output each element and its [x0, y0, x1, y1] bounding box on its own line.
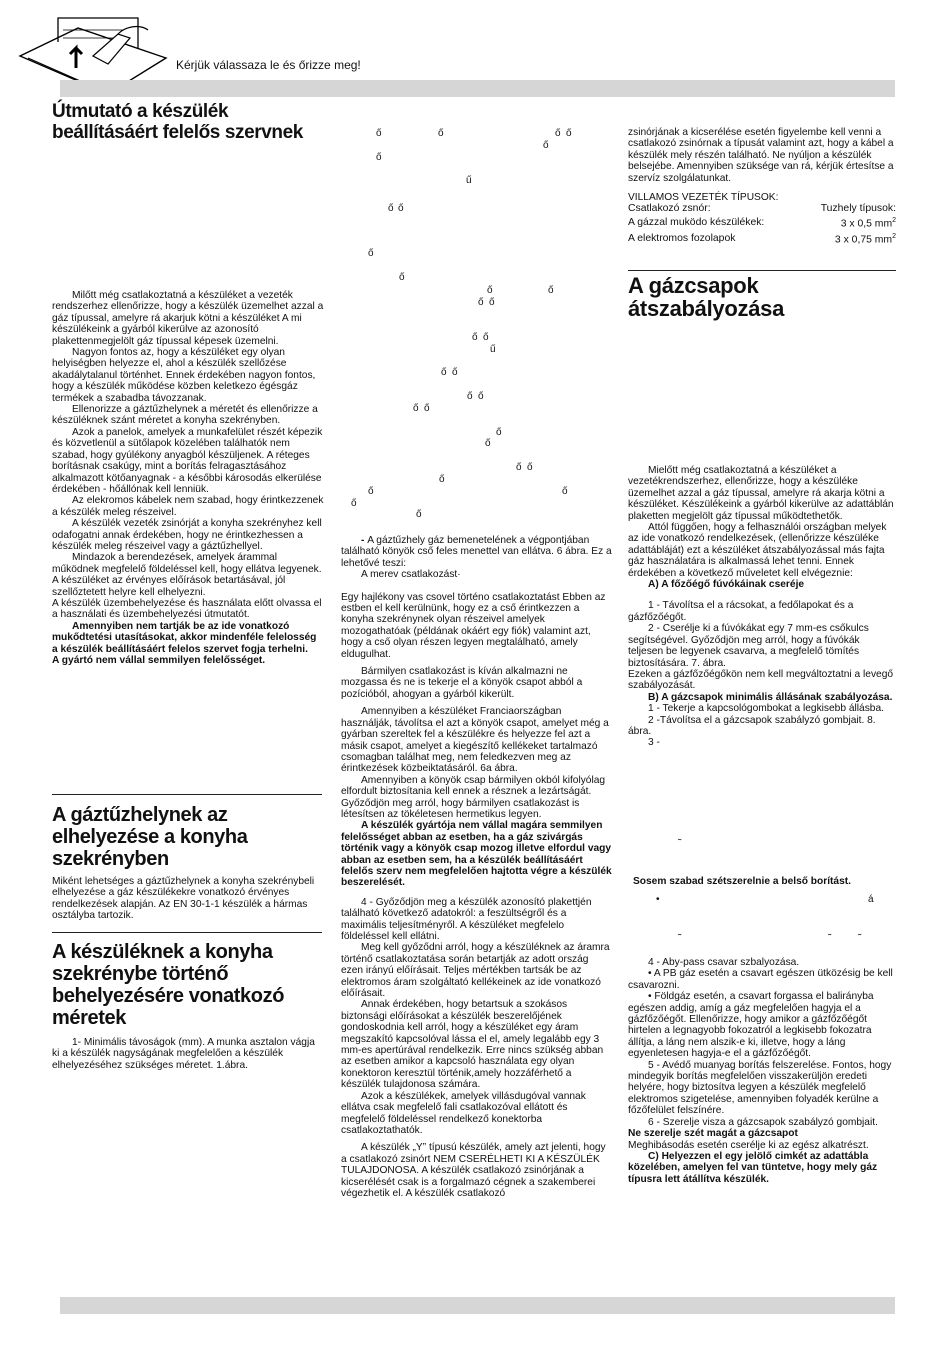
- glyph: ő: [439, 474, 445, 485]
- warning-text: Sosem szabad szétszerelnie a belső borítást.: [633, 876, 851, 887]
- c3-b7: Ne szerelje szét magát a gázcsapot: [628, 1128, 798, 1140]
- glyph: ő: [376, 128, 382, 139]
- glyph: ő: [399, 272, 405, 283]
- section-rule-2: [52, 932, 322, 933]
- c3-b3: 3 -: [648, 737, 660, 749]
- cable-types-title: VILLAMOS VEZETÉK TÍPUSOK:: [628, 192, 779, 204]
- c3-b-head: B) A gázcsapok minimális állásának szabályozása.: [648, 691, 893, 703]
- section-rule-3: [628, 270, 896, 271]
- c3-q1: Mielőtt még csatlakoztatná a készüléket a vezetékrendszerhez, ellenőrizze, hogy a készüléke üzemelhet azzal a gáz típussal, amelyre rá akarja kötni a készüléket. Készülékeink a gyárból kikerülve az adattáblán plaketten megjelölt gáz típussal működtethetők.: [628, 465, 894, 522]
- intro-p7: Mindazok a berendezések, amelyek árammal működnek megfelelő földeléssel kell, hogy ellátva legyenek.: [52, 552, 322, 575]
- c3-c: C) Helyezzen el egy jelölő cimkét az adattábla közelében, amelyen fel van tüntetve, hogy mely gáz típusra lett átállítva készülék.: [628, 1150, 878, 1185]
- glyph: ő: [496, 427, 502, 438]
- row2-label: A elektromos fozolapok: [628, 232, 736, 244]
- intro-p3: Ellenorizze a gáztűzhelynek a méretét és ellenőrizze a készüléknek szánt méretet a konyha szekrényben.: [52, 404, 318, 427]
- c3-a2: 2 - Cserélje ki a fúvókákat egy 7 mm-es csőkulcs segítségével. Győződjön meg arról, hogy a fúvókák teljesen be legyenek csavarva, a megfelelő tömítés biztosítására. 7. ábra.: [628, 623, 869, 669]
- c3-a3: Ezeken a gázfőzőégőkön nem kell megváltoztatni a levegő szabályozását.: [628, 668, 894, 692]
- c3-a1: 1 - Távolítsa el a rácsokat, a fedőlapokat és a gázfőzőégőt.: [628, 600, 854, 623]
- glyph: ő: [424, 403, 430, 414]
- glyph: ő: [452, 367, 458, 378]
- table-row: [628, 215, 896, 230]
- row2-value: 3 x 0,75 mm: [834, 234, 893, 246]
- glyph: ő: [562, 486, 568, 497]
- tilde-glyph-3: ˜: [828, 933, 832, 944]
- intro-p11: A gyártó nem vállal semmilyen felelősséget.: [52, 655, 266, 666]
- glyph: ő: [467, 391, 473, 402]
- c3-b8: Meghibásodás esetén cserélje ki az egész alkatrészt.: [628, 1139, 869, 1151]
- glyph: ő: [416, 509, 422, 520]
- column-1: [52, 101, 324, 143]
- top-band: [60, 80, 895, 97]
- dims-text: 1- Minimális távoságok (mm). A munka asztalon vágja ki a készülék nagyságának megfelelően a készülék elhelyezéséhez szükséges méretet. 1.ábra.: [52, 1037, 315, 1071]
- intro-p5: Az elekromos kábelek nem szabad, hogy érintkezzenek a készülék meleg részeivel.: [52, 495, 324, 518]
- tilde-glyph-4: ˜: [858, 933, 862, 944]
- column-3: [628, 127, 898, 246]
- row1-sup: 2: [892, 217, 896, 225]
- tilde-glyph-1: ˜: [678, 838, 682, 849]
- c2-p1-text: A gáztűzhely gáz bemenetelének a végpontjában található könyök cső feles menettel van ellátva. 6 ábra. Ez a lehetővé teszi:: [341, 535, 612, 569]
- title-placement: A gáztűzhelynek az elhelyezése a konyha szekrényben: [52, 804, 248, 870]
- column-3-tail: [628, 957, 896, 1185]
- c3-b5: 5 - Avédő muanyag borítás felszerelése. Fontos, hogy mindegyik borítás megfelelően visszakerüljön eredeti helyére, hogy biztosítva legyen a készülék megfelelő elektromos szigetelése, amennyiben folyadék kerülne a főzőfelület felszínére.: [628, 1059, 892, 1117]
- c2-p8: 4 - Győződjön meg a készülék azonosító plakettjén található következő adatokról: a feszültségről és a maximális teljesítményről. A készüléket megfelelo földeléssel kell ellátni.: [341, 896, 592, 942]
- c2-p5: Amennyiben a készüléket Franciaországban használják, távolítsa el azt a könyök csapot, amelyet még a gyárban szereltek fel a készülékre és helyezze fel azt a másik csapot, amelyet a kiegészítő kellékeket tartalmazó csomagban találhat meg, nem feledkezven meg az érintkezések közbeiktatásáról. 6a ábra.: [341, 706, 609, 775]
- glyph: ő: [527, 462, 533, 473]
- glyph: ő: [413, 403, 419, 414]
- c3-b2: 2 -Távolítsa el a gázcsapok szabályzó gombjait. 8. ábra.: [628, 714, 876, 737]
- c2-p2: A merev csatlakozást·: [361, 569, 461, 581]
- column-3-text: [628, 465, 896, 749]
- c2-p1: [341, 535, 613, 569]
- bullet-glyph: •: [656, 894, 660, 905]
- glyph: ő: [516, 462, 522, 473]
- intro-p6: A készülék vezeték zsinórját a konyha szekrényhez kell odafogatni annak érdekében, hogy ne érintkezhessen a készülék meleg részeivel vagy a gáztűzhellyel.: [52, 518, 322, 552]
- c3-a-head: A) A főzőégő fúvókáinak cseréje: [648, 579, 805, 591]
- title-dimensions: A készüléknek a konyha szekrénybe történő behelyezésére vonatkozó méretek: [52, 941, 285, 1029]
- row1-value-cell: [801, 215, 896, 230]
- glyph: ő: [489, 297, 495, 308]
- table-head-2: Tuzhely típusok:: [820, 203, 896, 215]
- glyph: ő: [388, 203, 394, 214]
- row1-value: 3 x 0,5 mm: [840, 218, 893, 230]
- glyph: ő: [487, 285, 493, 296]
- glyph: ő: [472, 332, 478, 343]
- intro-p1: Milőtt még csatlakoztatná a készüléket a vezeték rendszerhez ellenőrizze, hogy a készülék üzemelhet azzal a gáz típussal, amelyre rá akarjuk kötni a készüléket A mi készülékeink a gyárból kikerülve az azonosító plakettenmegjelölt gáz típussal képesek üzemelni.: [52, 290, 324, 347]
- placement-text: Miként lehetséges a gáztűzhelynek a konyha szekrénybeli elhelyezése a gáz készülékekre vonatkozó érvényes rendelkezések alapján. Az EN 30-1-1 készülék a hármas osztályba tartozik.: [52, 876, 315, 922]
- c3-b6: 6 - Szerelje visza a gázcsapok szabályzó gombjait.: [648, 1116, 878, 1128]
- column-1-dims: [52, 941, 324, 1071]
- table-head-1: Csatlakozó zsnór:: [628, 203, 711, 215]
- c2-p7: A készülék gyártója nem vállal magára semmilyen felelősséget abban az esetben, ha a gáz szivárgás történik vagy a könyök csap mozog illetve elfordul vagy abban az esetben sem, ha a készülék beállításáért felelős szerv nem megfelelően hajtotta végre a készülék beszerelését.: [341, 820, 612, 889]
- glyph: ő: [566, 128, 572, 139]
- c2-p10: Annak érdekében, hogy betartsuk a szokásos biztonsági előírásokat a készülék beszerelőjének gondoskodnia kell arról, hogy a készüléket egy áram megszakító kapcsolóval lássa el el, amely legalább egy 3 mm-es apertúrával rendelkezik. Erre nincs szükség abban az esetben amikor a kapcsoló használata egy olyan konektoron keresztül történik,amely hozzáférhető a készülék tulajdonosa számára.: [341, 999, 604, 1091]
- glyph: ő: [478, 391, 484, 402]
- c3-b4: 4 - Aby-pass csavar szbalyozása.: [648, 957, 800, 968]
- c3-q2: Attól függően, hogy a felhasználói országban melyek az ide vonatkozó rendelkezések, (ellenőrizze készüléke adattábláját) ezt a készüléket átszabályozással más fajta gáz használatára is alkalmassá lehet tenni. Ennek érdekében a következő műveletet kell elvégeznie:: [628, 522, 887, 579]
- c2-p9: Meg kell győződni arról, hogy a készüléknek az áramra történő csatlakoztatása során betartják az adott ország ezen irányú előírásait. Teljes mértékben tartsák be az elektromos áram szolgáltató kellékeinek az ide vonatkozó előírásait.: [341, 942, 610, 1000]
- glyph: ő: [368, 486, 374, 497]
- c3-b4a: • A PB gáz esetén a csavart egészen ütközésig be kell csavarozni.: [628, 968, 893, 991]
- tagline: Kérjük válassaza le és őrizze meg!: [176, 58, 361, 72]
- glyph: ű: [466, 175, 472, 186]
- intro-p2: Nagyon fontos az, hogy a készüléket egy olyan helyiségben helyezze el, ahol a készülék szellőzése akadálytalanul történhet. Ennek érdekében nagyon fontos, hogy a készülék működése közben keletkezo égésgáz termékek a szabadba távozzanak.: [52, 347, 316, 404]
- glyph: ő: [398, 203, 404, 214]
- c2-p4: Bármilyen csatlakozást is kíván alkalmazni ne mozgassa és ne is tekerje el a könyök csapot abból a pozícióból, ahogyan a gyárból kikerült.: [341, 666, 583, 700]
- column-1-text: [52, 290, 324, 666]
- glyph: ő: [555, 128, 561, 139]
- section-rule-1: [52, 794, 322, 795]
- intro-p4: Azok a panelok, amelyek a munkafelület részét képezik és közvetlenül a sütőlapok közelében találhatók nem szabad, hogy gyúlékony anyagból készüljenek. A réteges borításnak csakúgy, mint a borítás felragasztásához alkalmazott kötőanyagnak - a későbbi károsodás elkerülése érdekében - hőállónak kell lenniük.: [52, 426, 323, 495]
- c3-p1: zsinórjának a kicserélése esetén figyelembe kell venni a csatlakozó zsinórnak a típusát valamint azt, hogy a kábel a készülék mely részén található. Ne nyúljon a készülék belsejébe. Amennyiben szüksége van rá, kérjük értesítse a szervíz szolgálatunkat.: [628, 127, 894, 184]
- glyph: ő: [483, 332, 489, 343]
- glyph: ő: [351, 498, 357, 509]
- c3-b4b: • Földgáz esetén, a csavart forgassa el balirányba egészen addig, amíg a gáz megfelelően hagyja el a gázfőzőégőt. Ellenőrizze, hogy amikor a gázfőzőégőt hirtelen a legnagyobb fokozatról a legkisebb fokozatra állítja, a láng nem alszik-e ki, illetve, hogy a láng egyenletesen hagyja-e el a gázfőzőégőt.: [628, 991, 874, 1060]
- row2-sup: 2: [892, 232, 896, 240]
- title-gas-taps: A gázcsapok átszabályozása: [628, 273, 784, 321]
- glyph: ő: [368, 248, 374, 259]
- title-installer-guide: Útmutató a készülék beállításáért felelős szervnek: [52, 101, 303, 143]
- c2-p12: A készülék „Y” típusú készülék, amely azt jelenti, hogy a csatlakozó zsinórt NEM CSERÉLHETI KI A KÉSZÜLÉK TULAJDONOSA. A készülék csatlakozó zsinórjának a kicserélését csak is a forgalmazó cégnek a szakemberei végezhetik el. A készülék csatlakozó: [341, 1142, 606, 1199]
- row2-value-cell: [801, 231, 896, 246]
- column-2: [341, 535, 613, 1199]
- accent-glyph: á: [868, 894, 874, 905]
- table-row: [628, 203, 896, 215]
- intro-p8: A készüléket az érvényes előírások betartásával, jól szellőztetett helyre kell elhelyezni.: [52, 575, 286, 598]
- glyph: ő: [376, 152, 382, 163]
- glyph: ő: [543, 140, 549, 151]
- glyph: ő: [438, 128, 444, 139]
- bottom-band: [60, 1297, 895, 1314]
- table-row: [628, 231, 896, 246]
- c2-p1-dash: -: [361, 535, 368, 546]
- row1-label: A gázzal muködo készülékek:: [628, 217, 765, 229]
- glyph: ő: [478, 297, 484, 308]
- column-1-placement: [52, 804, 324, 922]
- glyph: ű: [490, 344, 496, 355]
- c2-p6: Amennyiben a könyök csap bármilyen okból kifolyólag elfordult biztosítania kell ennek a résznek a lezártságát. Győződjön meg arról, hogy bármilyen csatlakozást is létesítsen az tökéletesen hermetikus legyen.: [341, 774, 606, 820]
- c2-p3: Egy hajlékony vas csovel történo csatlakoztatást Ebben az estben el kell kerülnünk, hogy ez a cső érintkezzen a konyha szekrénynek olyan részeivel amelyek mozogathatóak (példának okáért egy fiók) valamint azt, hogy a cső olyan részen legyen megtalálható, amely eldugulhat.: [341, 591, 606, 660]
- glyph: ő: [548, 285, 554, 296]
- intro-p10: Amennyiben nem tartják be az ide vonatkozó mukődtetési utasításokat, akkor mindenféle felelosség a készülék beállításáért felelos szervet fogja terhelni.: [52, 620, 317, 655]
- c3-b1: 1 - Tekerje a kapcsológombokat a legkisebb állásba.: [648, 703, 884, 715]
- cable-types-table: [628, 203, 896, 246]
- glyph: ő: [441, 367, 447, 378]
- intro-p9: A készülék üzembehelyezése és használata előtt olvassa el a használati és üzembehelyezési útmutatót.: [52, 597, 322, 621]
- c2-p11: Azok a készülékek, amelyek villásdugóval vannak ellátva csak megfelelő fali csatlakozóval ellátott és megfelelő földeléssel rendelkező konektorba csatlakoztathatók.: [341, 1090, 586, 1136]
- glyph: ő: [485, 438, 491, 449]
- tilde-glyph-2: ˜: [678, 933, 682, 944]
